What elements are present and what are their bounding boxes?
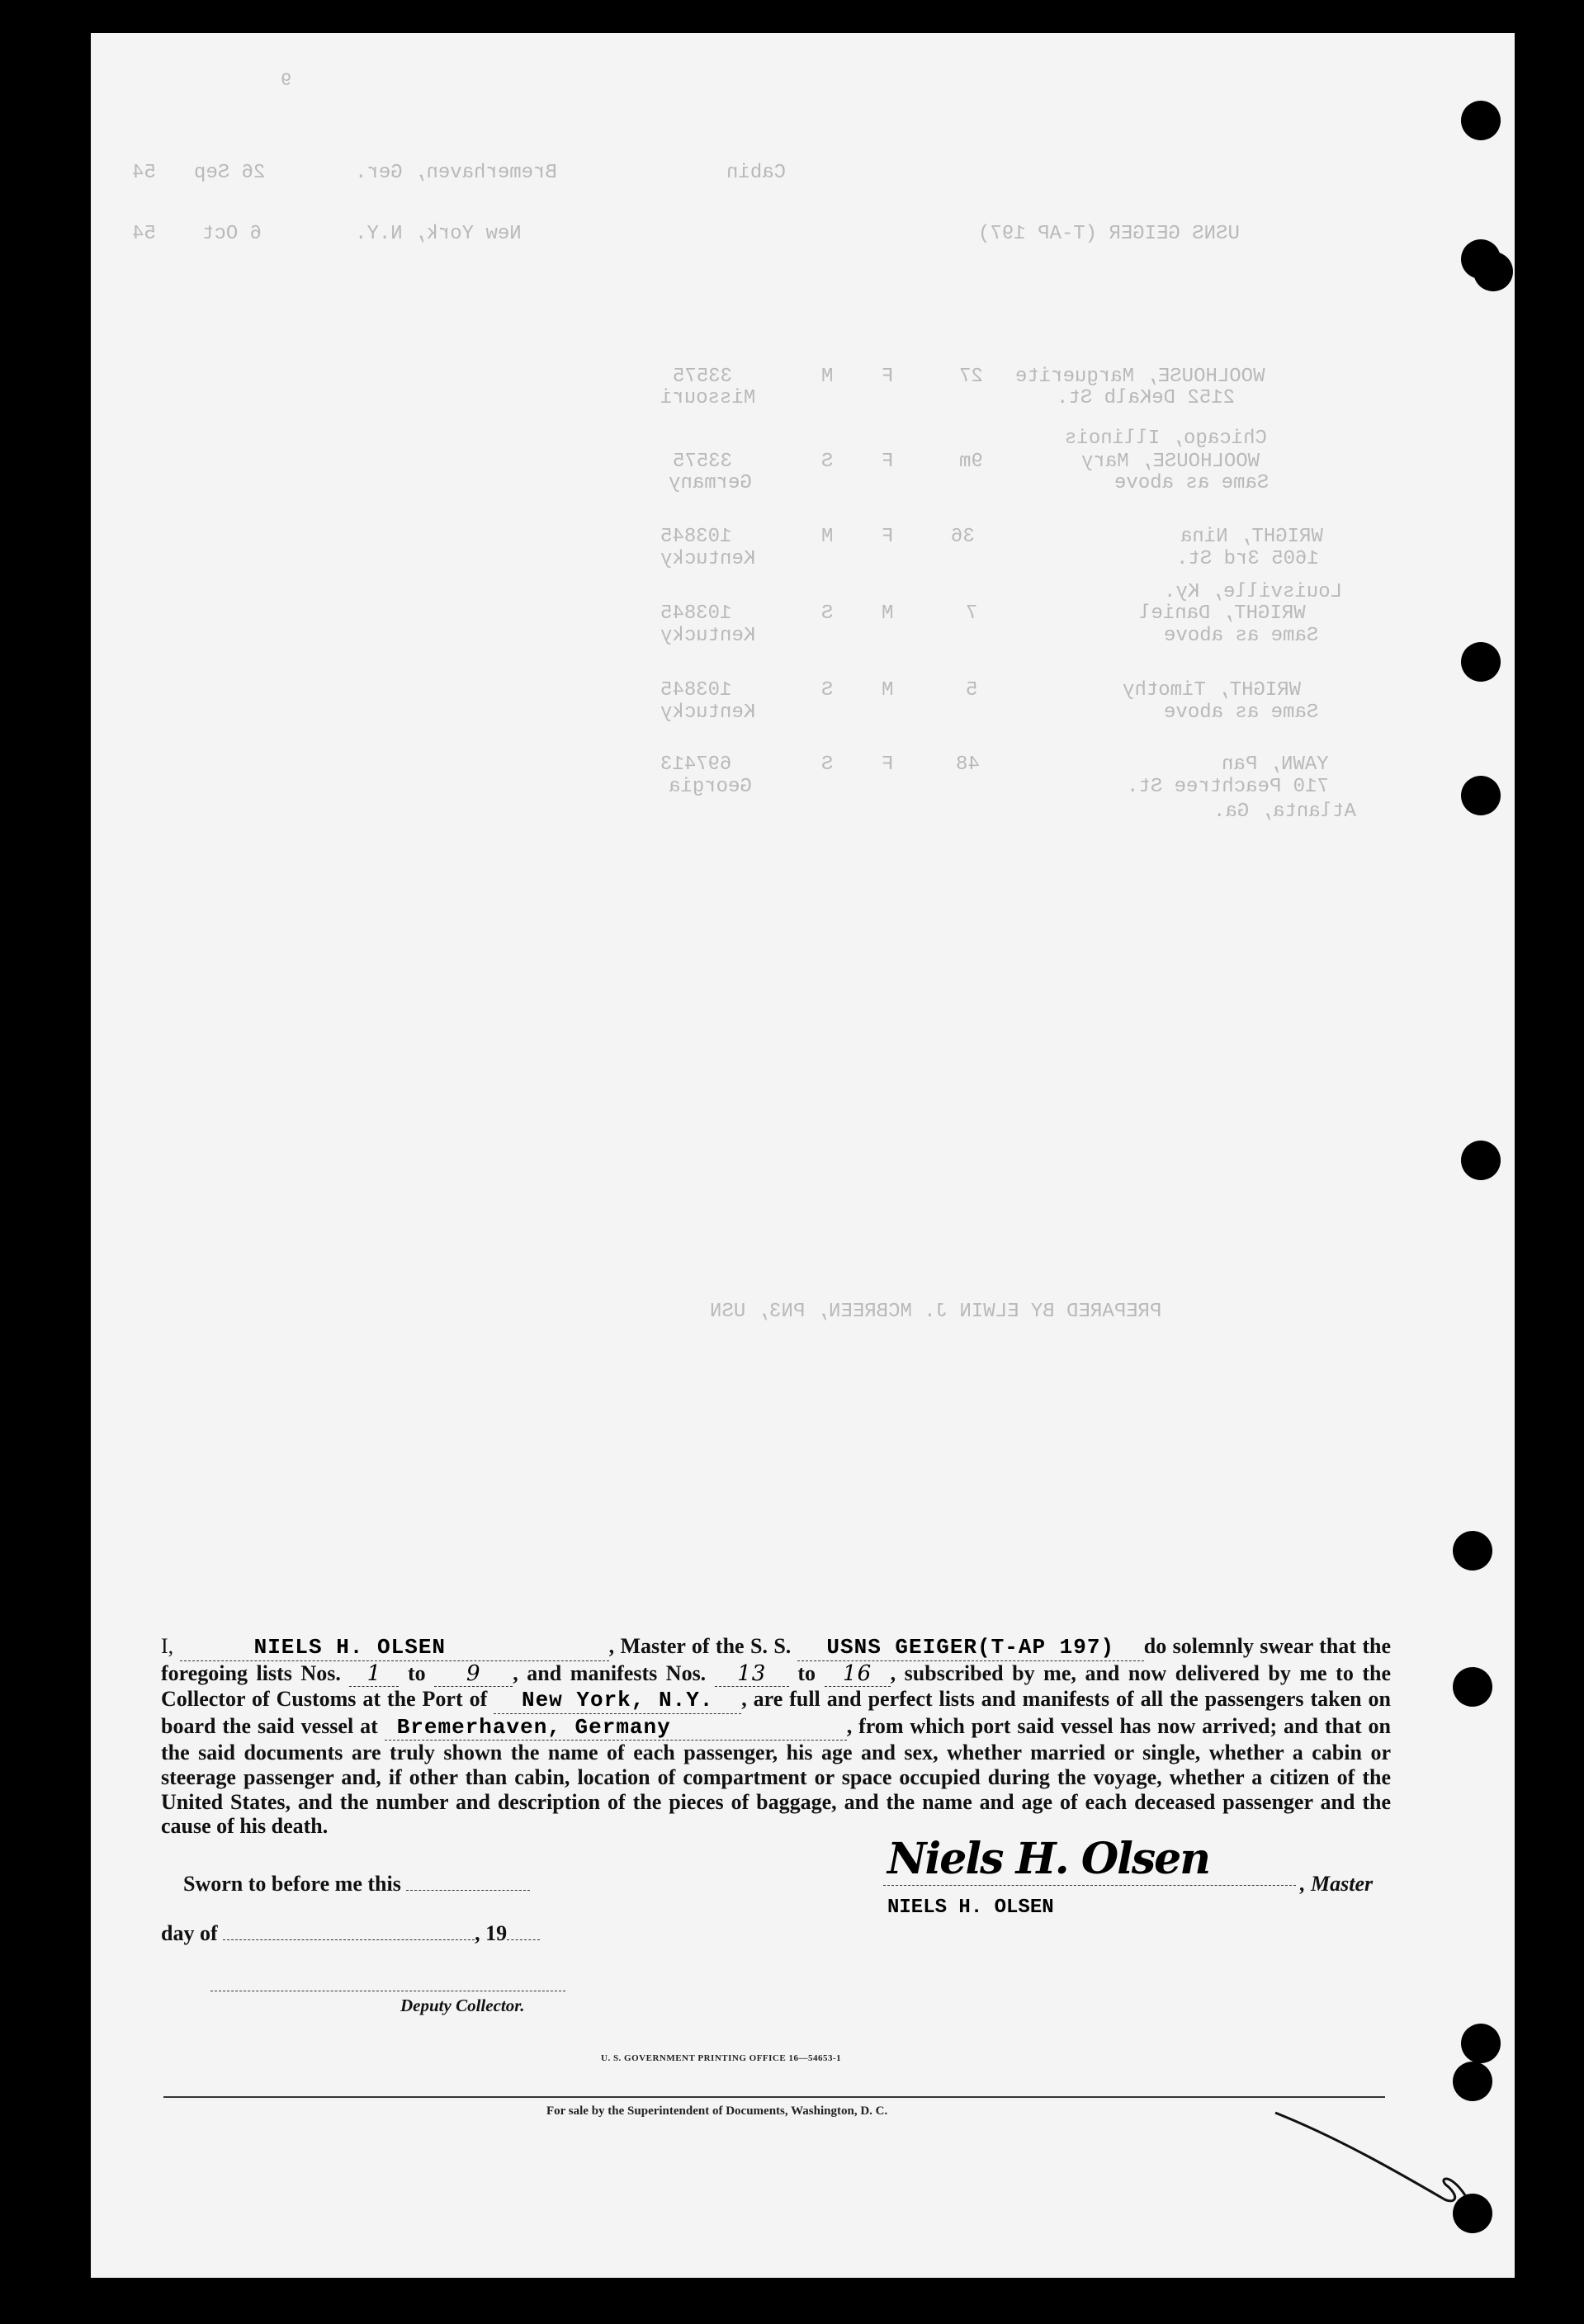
passenger-status: M bbox=[821, 366, 834, 388]
passenger-status: S bbox=[821, 753, 834, 776]
oath-to-2: to bbox=[797, 1660, 816, 1685]
header-row-1-port: Bremerhaven, Ger. bbox=[355, 162, 557, 184]
passenger-sex: F bbox=[882, 366, 894, 388]
deputy-collector-label: Deputy Collector. bbox=[400, 1996, 525, 2015]
oath-solemnly: do solemnly bbox=[1143, 1634, 1254, 1658]
ship-name-field: USNS GEIGER(T-AP 197) bbox=[797, 1636, 1144, 1661]
footer-rule bbox=[163, 2096, 1385, 2098]
passenger-name: WRIGHT, Timothy bbox=[1123, 679, 1302, 701]
passenger-city: Chicago, Illinois bbox=[1065, 427, 1267, 450]
punch-hole bbox=[1461, 776, 1501, 815]
oath-full-perfect: , are full and perfect lists and bbox=[741, 1687, 1016, 1712]
passenger-sex: F bbox=[882, 526, 894, 548]
oath-manifests-of: manifests of all the passengers taken on board the said vessel at bbox=[161, 1687, 1392, 1738]
passenger-address: Same as above bbox=[1164, 625, 1319, 647]
passenger-address: Same as above bbox=[1164, 701, 1319, 724]
passenger-state: Kentucky bbox=[660, 701, 756, 724]
passenger-age: 27 bbox=[959, 366, 983, 388]
passenger-number: 697413 bbox=[660, 753, 732, 776]
passenger-sex: F bbox=[882, 451, 894, 473]
oath-paragraph bbox=[161, 1634, 1391, 1839]
master-signature: Niels H. Olsen bbox=[887, 1834, 1210, 1884]
passenger-address: Same as above bbox=[1114, 472, 1270, 494]
header-row-1-year: 54 bbox=[132, 162, 156, 184]
oath-delivered: delivered by me to the Collector of Customs at the Port of bbox=[161, 1660, 1392, 1712]
punch-hole bbox=[1461, 101, 1501, 140]
header-row-2-port: New York, N.Y. bbox=[355, 223, 522, 245]
passenger-name: WOOLHOUSE, Marguerite bbox=[1015, 366, 1265, 388]
punch-hole bbox=[1453, 2062, 1492, 2101]
punch-hole bbox=[1461, 2024, 1501, 2063]
passenger-city: Atlanta, Ga. bbox=[1213, 801, 1356, 823]
oath-and-manifests: , and manifests Nos. bbox=[513, 1660, 707, 1685]
punch-hole bbox=[1453, 1531, 1492, 1571]
year-blank bbox=[507, 1939, 540, 1940]
header-row-2-ship: USNS GEIGER (T-AP 197) bbox=[978, 223, 1240, 245]
header-row-2-date: 6 Oct bbox=[202, 223, 262, 245]
passenger-state: Kentucky bbox=[660, 548, 756, 570]
year-label: , 19 bbox=[475, 1921, 508, 1945]
master-suffix: , Master bbox=[1300, 1872, 1374, 1896]
oath-subscribed: , subscribed by me, and now bbox=[890, 1660, 1167, 1685]
passenger-state: Kentucky bbox=[660, 625, 756, 647]
passenger-name: YAWN, Pan bbox=[1222, 753, 1329, 776]
departure-port-field: Bremerhaven, Germany bbox=[385, 1716, 847, 1741]
passenger-number: 103845 bbox=[660, 679, 732, 701]
passenger-state: Georgia bbox=[669, 776, 752, 798]
passenger-number: 33575 bbox=[673, 366, 733, 388]
sworn-date-blank bbox=[406, 1890, 530, 1891]
punch-hole bbox=[1453, 1667, 1492, 1707]
passenger-status: S bbox=[821, 451, 834, 473]
passenger-address: 2152 DeKalb St. bbox=[1057, 387, 1236, 409]
passenger-age: 9m bbox=[959, 451, 983, 473]
port-field: New York, N.Y. bbox=[494, 1689, 741, 1714]
passenger-age: 48 bbox=[956, 753, 980, 776]
manifests-to-field: 16 bbox=[825, 1662, 891, 1688]
passenger-age: 36 bbox=[951, 526, 975, 548]
passenger-age: 5 bbox=[966, 679, 978, 701]
typed-master-name: NIELS H. OLSEN bbox=[887, 1897, 1054, 1919]
passenger-name: WOOLHOUSE, Mary bbox=[1081, 451, 1260, 473]
punch-hole bbox=[1461, 1141, 1501, 1180]
gpo-imprint: U. S. GOVERNMENT PRINTING OFFICE 16—54653-1 bbox=[601, 2053, 842, 2063]
passenger-address: 710 Peachtree St. bbox=[1127, 776, 1329, 798]
lists-to-field: 9 bbox=[434, 1662, 513, 1688]
lists-from-field: 1 bbox=[349, 1662, 399, 1688]
page-marker: 9 bbox=[281, 70, 292, 91]
sworn-line bbox=[183, 1872, 530, 1897]
header-row-2-year: 54 bbox=[132, 223, 156, 245]
oath-to: to bbox=[407, 1660, 426, 1685]
sworn-label: Sworn to before me this bbox=[183, 1872, 401, 1896]
passenger-sex: M bbox=[882, 602, 894, 625]
passenger-number: 33575 bbox=[673, 451, 733, 473]
day-of-blank bbox=[223, 1939, 475, 1940]
prepared-by: PREPARED BY ELWIN J. MCBREEN, PN3, USN bbox=[710, 1301, 1162, 1323]
passenger-name: WRIGHT, Nina bbox=[1180, 526, 1323, 548]
passenger-address: 1605 3rd St. bbox=[1176, 548, 1319, 570]
header-row-1-class: Cabin bbox=[726, 162, 787, 184]
passenger-sex: M bbox=[882, 679, 894, 701]
oath-i: I, bbox=[161, 1634, 174, 1658]
punch-hole bbox=[1473, 252, 1513, 291]
oath-from-which: , from which bbox=[846, 1713, 965, 1738]
sale-notice: For sale by the Superintendent of Documents, Washington, D. C. bbox=[546, 2104, 888, 2118]
manifests-from-field: 13 bbox=[715, 1662, 789, 1688]
oath-swear-lists: swear that the foregoing lists Nos. bbox=[161, 1634, 1392, 1685]
passenger-city: Louisville, Ky. bbox=[1164, 581, 1343, 603]
passenger-status: S bbox=[821, 602, 834, 625]
pen-stroke-mark bbox=[1271, 2104, 1486, 2212]
header-row-1-date: 26 Sep bbox=[194, 162, 266, 184]
day-line bbox=[161, 1921, 540, 1946]
master-name-field: NIELS H. OLSEN bbox=[180, 1636, 609, 1661]
passenger-state: Germany bbox=[669, 472, 752, 494]
passenger-number: 103845 bbox=[660, 602, 732, 625]
passenger-status: M bbox=[821, 526, 834, 548]
punch-hole bbox=[1461, 642, 1501, 682]
passenger-name: WRIGHT, Daniel bbox=[1139, 602, 1306, 625]
oath-master-of: , Master of the S. S. bbox=[608, 1634, 792, 1658]
passenger-status: S bbox=[821, 679, 834, 701]
passenger-number: 103845 bbox=[660, 526, 732, 548]
passenger-sex: F bbox=[882, 753, 894, 776]
oath-rest: port said vessel has now arrived; and that on the said documents are truly shown the name of each passenger, his age and sex, whether married or single, whether a cabin or steerage passenger and, if other than cabin, location of compartment or space occupied during the voyage, whether a citizen of the United States, and the number and description of the pieces of baggage, and the name and age of each deceased passenger and the cause of his death. bbox=[161, 1713, 1392, 1839]
day-of-label: day of bbox=[161, 1921, 218, 1945]
passenger-age: 7 bbox=[966, 602, 978, 625]
passenger-state: Missouri bbox=[660, 387, 756, 409]
